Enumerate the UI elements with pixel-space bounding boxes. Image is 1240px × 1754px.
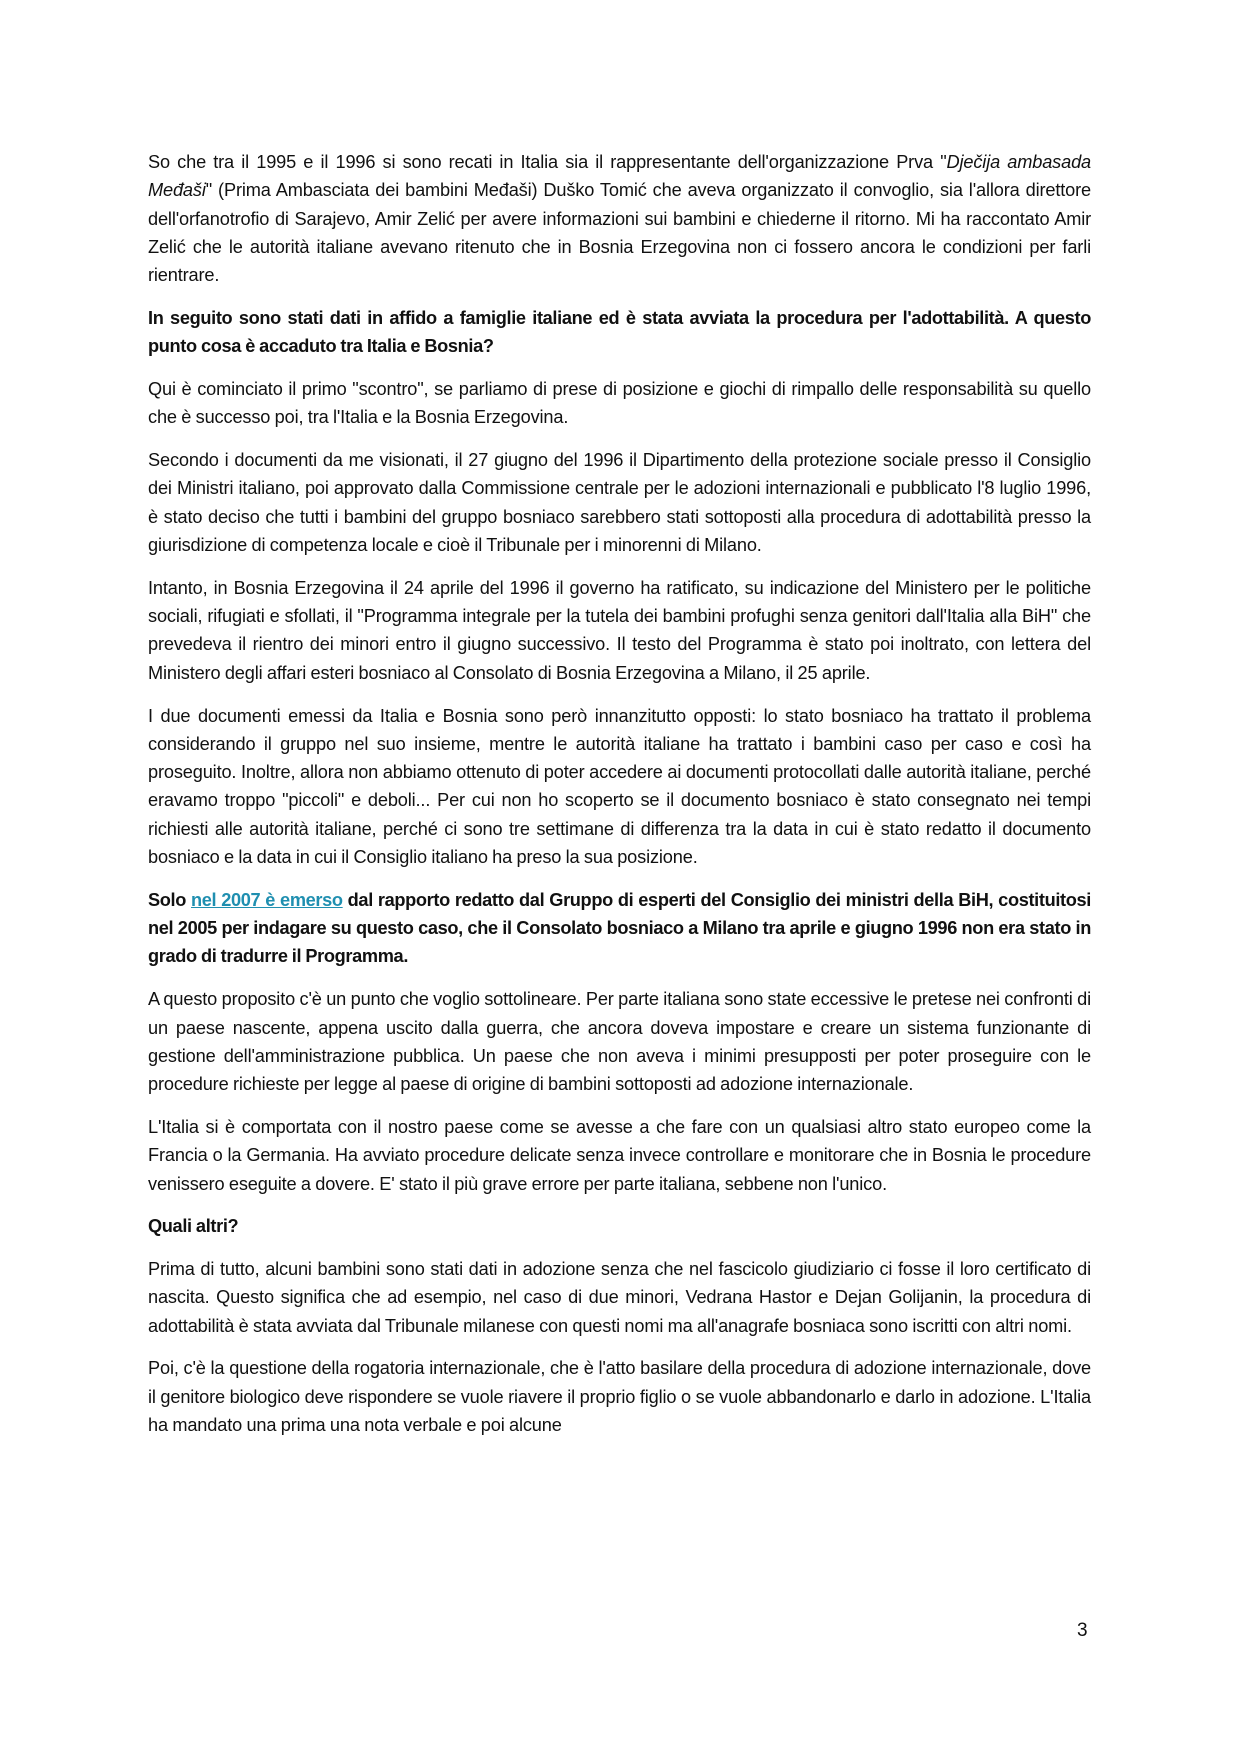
page-number: 3 [1077,1620,1088,1641]
paragraph-1: So che tra il 1995 e il 1996 si sono recati in Italia sia il rappresentante dell'organizzazione Prva "Dječija ambasada Međaši" (Prima Ambasciata dei bambini Međaši) Duško Tomić che aveva organizzato il convoglio, sia l'allora direttore dell'orfanotrofio di Sarajevo, Amir Zelić per avere informazioni sui bambini e chiederne il ritorno. Mi ha raccontato Amir Zelić che le autorità italiane avevano ritenuto che in Bosnia Erzegovina non ci fossero ancora le condizioni per farli rientrare. [148,152,1091,286]
paragraph-11: Prima di tutto, alcuni bambini sono stati dati in adozione senza che nel fascicolo giudiziario ci fosse il loro certificato di nascita. Questo significa che ad esempio, nel caso di due minori, Vedrana Hastor e Dejan Golijanin, la procedura di adottabilità è stata avviata dal Tribunale milanese con questi nomi ma all'anagrafe bosniaca sono iscritti con altri nomi. [148,1259,1091,1336]
interview-question-2: Solo nel 2007 è emerso dal rapporto redatto dal Gruppo di esperti del Consiglio dei ministri della BiH, costituitosi nel 2005 per indagare su questo caso, che il Consolato bosniaco a Milano tra aprile e giugno 1996 non era stato in grado di tradurre il Programma. [148,889,1091,967]
paragraph-4: Secondo i documenti da me visionati, il 27 giugno del 1996 il Dipartimento della protezione sociale presso il Consiglio dei Ministri italiano, poi approvato dalla Commissione centrale per le adozioni internazionali e pubblicato l'8 luglio 1996, è stato deciso che tutti i bambini del gruppo bosniaco sarebbero stati sottoposti alla procedura di adottabilità presso la giurisdizione di competenza locale e cioè il Tribunale per i minorenni di Milano. [148,450,1091,556]
paragraph-5: Intanto, in Bosnia Erzegovina il 24 aprile del 1996 il governo ha ratificato, su indicazione del Ministero per le politiche sociali, rifugiati e sfollati, il "Programma integrale per la tutela dei bambini profughi senza genitori dall'Italia alla BiH" che prevedeva il rientro dei minori entro il giugno successivo. Il testo del Programma è stato poi inoltrato, con lettera del Ministero degli affari esteri bosniaco al Consolato di Bosnia Erzegovina a Milano, il 25 aprile. [148,577,1091,683]
paragraph-12: Poi, c'è la questione della rogatoria internazionale, che è l'atto basilare della procedura di adozione internazionale, dove il genitore biologico deve rispondere se vuole riavere il proprio figlio o se vuole abbandonarlo e darlo in adozione. L'Italia ha mandato una prima una nota verbale e poi alcune [148,1358,1091,1436]
interview-question-3: Quali altri? [148,1216,239,1237]
interview-question-1: In seguito sono stati dati in affido a famiglie italiane ed è stata avviata la procedura per l'adottabilità. A questo punto cosa è accaduto tra Italia e Bosnia? [148,307,1091,357]
paragraph-3: Qui è cominciato il primo "scontro", se parliamo di prese di posizione e giochi di rimpallo delle responsabilità su quello che è successo poi, tra l'Italia e la Bosnia Erzegovina. [148,379,1091,428]
report-2007-link[interactable]: nel 2007 è emerso [191,889,343,910]
paragraph-6: I due documenti emessi da Italia e Bosnia sono però innanzitutto opposti: lo stato bosniaco ha trattato il problema considerando il gruppo nel suo insieme, mentre le autorità italiane ha trattato i bambini caso per caso e così ha proseguito. Inoltre, allora non abbiamo ottenuto di poter accedere ai documenti protocollati dalle autorità italiane, perché eravamo troppo "piccoli" e deboli... Per cui non ho scoperto se il documento bosniaco è stato consegnato nei tempi richiesti alle autorità italiane, perché ci sono tre settimane di differenza tra la data in cui è stato redatto il documento bosniaco e la data in cui il Consiglio italiano ha preso la sua posizione. [148,705,1091,868]
paragraph-8: A questo proposito c'è un punto che voglio sottolineare. Per parte italiana sono state eccessive le pretese nei confronti di un paese nascente, appena uscito dalla guerra, che ancora doveva impostare e creare un sistema funzionante di gestione dell'amministrazione pubblica. Un paese che non aveva i minimi presupposti per poter proseguire con le procedure richieste per legge al paese di origine di bambini sottoposti ad adozione internazionale. [148,989,1091,1095]
organization-name: Dječija ambasada Međaši [148,152,1091,201]
document-page [148,148,1091,1454]
paragraph-9: L'Italia si è comportata con il nostro paese come se avesse a che fare con un qualsiasi altro stato europeo come la Francia o la Germania. Ha avviato procedure delicate senza invece controllare e monitorare che in Bosnia le procedure venissero eseguite a dovere. E' stato il più grave errore per parte italiana, sebbene non l'unico. [148,1116,1091,1194]
